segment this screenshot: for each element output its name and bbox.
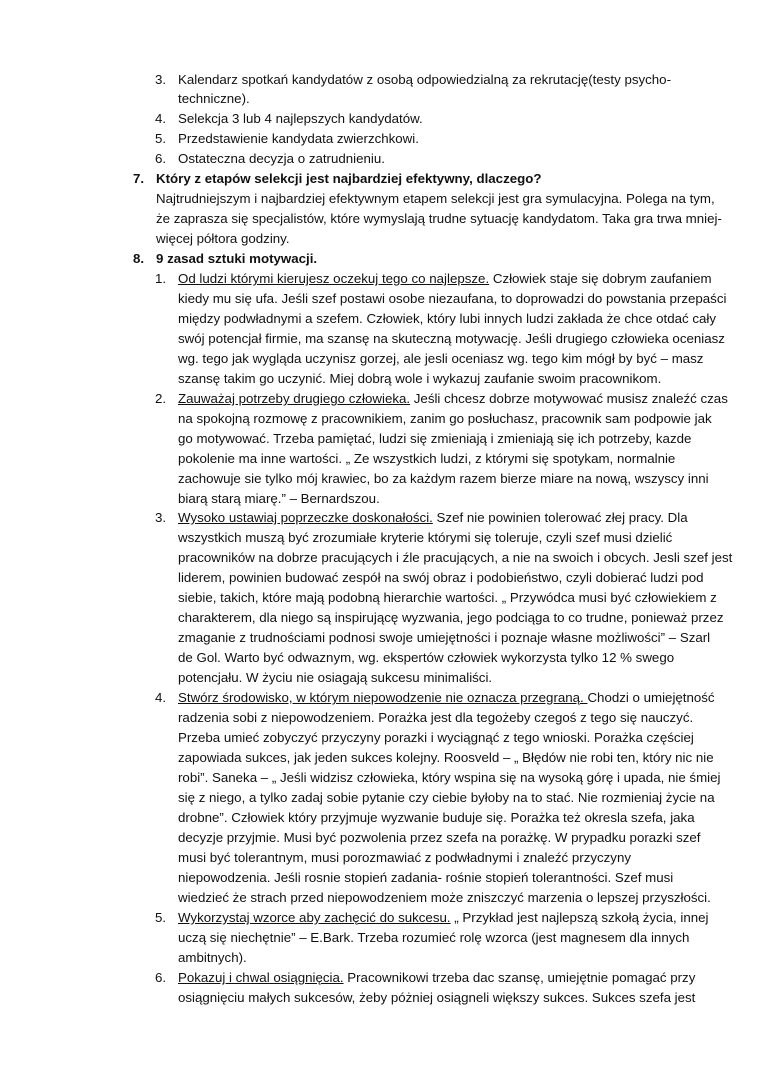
- rule-number: 5.: [155, 910, 167, 925]
- rule-line: go motywować. Trzeba pamiętać, ludzi się zmieniają i zmieniają się ich potrzeby, kazde: [178, 431, 692, 446]
- rule-line: między podwładnymi a szefem. Człowiek, który lubi innych ludzi zakłada że chce otdać cały: [178, 311, 717, 326]
- rule-line: zachowuje sie tylko mój krawiec, bo za każdym razem bierze miare na nową, wszyscy inni: [178, 471, 709, 486]
- list-item-line: Ostateczna decyzja o zatrudnieniu.: [178, 151, 385, 166]
- section-heading: Który z etapów selekcji jest najbardziej efektywny, dlaczego?: [156, 171, 542, 186]
- rule-line: biarą starą miarę.” – Bernardszou.: [178, 491, 380, 506]
- rule-line: drobne”. Człowiek który przyjmuje wyzwanie buduje się. Porażka też okresla szefa, jaka: [178, 810, 695, 825]
- paragraph-line: więcej półtora godziny.: [156, 231, 290, 246]
- rule-line: wszystkich muszą być zrozumiałe kryterie którymi się toleruje, czyli szef musi dzielić: [178, 530, 673, 545]
- rule-title: Pokazuj i chwal osiągnięcia.: [178, 970, 344, 985]
- rule-line: zapowiada sukces, jak jeden sukces kolejny. Roosveld – „ Błędów nie robi ten, który nic nie: [178, 750, 714, 765]
- rule-first-line: [178, 508, 688, 527]
- rule-text: Człowiek staje się dobrym zaufaniem: [489, 271, 712, 286]
- rule-first-line: [178, 968, 695, 987]
- rule-first-line: [178, 269, 712, 288]
- rule-line: potencjału. W życiu nie osiagają sukcesu minimaliści.: [178, 670, 493, 685]
- section-heading: 9 zasad sztuki motywacji.: [156, 251, 318, 266]
- rule-text: Szef nie powinien tolerować złej pracy. Dla: [432, 510, 688, 525]
- rule-line: na spokojną rozmowę z pracownikiem, zanim go posłuchasz, pracownik sam podpowie jak: [178, 411, 712, 426]
- rule-line: decyzje przyjmie. Musi być pozwolenia przez szefa na porażkę. W prypadku porazki szef: [178, 830, 701, 845]
- rule-first-line: [178, 389, 728, 408]
- paragraph-line: Najtrudniejszym i najbardziej efektywnym etapem selekcji jest gra symulacyjna. Polega na tym,: [156, 191, 715, 206]
- rule-line: Przeba umieć zobyczyć przyczyny porazki i wyciągnąć z tego wnioski. Porażka częściej: [178, 730, 694, 745]
- rule-line: niepowodzenia. Jeśli rosnie stopień zadania- rośnie stopień tolerantności. Szef musi: [178, 870, 674, 885]
- section-number: 8.: [133, 251, 145, 266]
- section-number: 7.: [133, 171, 145, 186]
- rule-line: zmaganie z trudnościami podnosi swoje umiejętności i poznaje własne możliwości” – Szarl: [178, 630, 711, 645]
- list-item-line: techniczne).: [178, 91, 250, 106]
- rule-line: siebie, takich, które mają podobną hierarchie wartości. „ Przywódca musi być człowiekiem z: [178, 590, 717, 605]
- rule-line: ambitnych).: [178, 950, 247, 965]
- list-item-line: Przedstawienie kandydata zwierzchkowi.: [178, 131, 419, 146]
- rule-title: Zauważaj potrzeby drugiego człowieka.: [178, 391, 411, 406]
- rule-number: 6.: [155, 970, 167, 985]
- rule-line: pokolenie ma inne wartości. „ Ze wszystkich ludzi, z którymi się spotykam, normalnie: [178, 451, 676, 466]
- rule-line: pracowników na dobrze pracujących i źle pracujących, a nie na swoich i obcych. Jesli szef jest: [178, 550, 733, 565]
- rule-line: osiągnięciu małych sukcesów, żeby póżniej osiągneli większy sukces. Sukces szefa jest: [178, 990, 696, 1005]
- rule-line: wg. tego jak wygląda uczynisz gorzej, ale jesli oceniasz wg. tego kim mógł by być – masz: [178, 351, 704, 366]
- paragraph-line: że zaprasza się specjalistów, które wymyslają trudne sytuację kandydatom. Taka gra trwa mniej-: [156, 211, 722, 226]
- rule-title: Wysoko ustawiaj poprzeczke doskonałości.: [178, 510, 433, 525]
- rule-text: Pracownikowi trzeba dac szansę, umiejętnie pomagać przy: [343, 970, 696, 985]
- rule-line: musi być tolerantnym, musi porozmawiać z podwładnymi i znaleźć przyczyny: [178, 850, 631, 865]
- list-item-line: Kalendarz spotkań kandydatów z osobą odpowiedzialną za rekrutację(testy psycho-: [178, 72, 672, 87]
- list-number: 4.: [155, 111, 167, 126]
- list-item-line: Selekcja 3 lub 4 najlepszych kandydatów.: [178, 111, 423, 126]
- rule-line: liderem, powinien budować zespół na swój obraz i podobieństwo, czyli dobierać ludzi pod: [178, 570, 704, 585]
- rule-line: swój potencjał firmie, ma szansę na skuteczną motywację. Jeśli drugiego człowieka oceniasz: [178, 331, 725, 346]
- rule-title: Wykorzystaj wzorce aby zachęcić do sukcesu.: [178, 910, 451, 925]
- rule-line: kiedy mu się ufa. Jeśli szef postawi osobe niezaufana, to doprowadzi do powstania przepaści: [178, 291, 727, 306]
- rule-line: szansę takim go uczynić. Miej dobrą wole i wykazuj zaufanie swoim pracownikom.: [178, 371, 662, 386]
- rule-line: wiedzieć że strach przed niepowodzeniem może zniszczyć marzenia o lepszej przyszłości.: [178, 890, 711, 905]
- list-number: 3.: [155, 72, 167, 87]
- rule-title: Stwórz środowisko, w którym niepowodzenie nie oznacza przegraną.: [178, 690, 588, 705]
- list-number: 6.: [155, 151, 167, 166]
- rule-line: robi”. Saneka – „ Jeśli widzisz człowieka, który wspina się na wysoką górę i upada, nie śmiej: [178, 770, 721, 785]
- rule-line: de Gol. Warto być odwaznym, wg. ekspertów człowiek wykorzysta tylko 12 % swego: [178, 650, 675, 665]
- rule-number: 1.: [155, 271, 167, 286]
- rule-text: Jeśli chcesz dobrze motywować musisz znaleźć czas: [410, 391, 728, 406]
- rule-line: się z niego, a tylko zadaj sobie pytanie czy ciebie byłoby na to stać. Nie rozmieniaj życie na: [178, 790, 715, 805]
- rule-number: 3.: [155, 510, 167, 525]
- rule-line: uczą się niechętnie” – E.Bark. Trzeba rozumieć rolę wzorca (jest magnesem dla innych: [178, 930, 690, 945]
- rule-line: radzenia sobi z niepowodzeniem. Porażka jest dla tegożeby czegoś z tego się nauczyć.: [178, 710, 694, 725]
- rule-first-line: [178, 688, 715, 707]
- rule-text: Chodzi o umiejętność: [587, 690, 715, 705]
- rule-text: „ Przykład jest najlepszą szkołą życia, innej: [450, 910, 709, 925]
- rule-line: charakterem, dla niego są inspirującę wyzwania, jego podciąga to co trudne, ponieważ przez: [178, 610, 724, 625]
- rule-title: Od ludzi którymi kierujesz oczekuj tego co najlepsze.: [178, 271, 490, 286]
- rule-number: 2.: [155, 391, 167, 406]
- list-number: 5.: [155, 131, 167, 146]
- rule-number: 4.: [155, 690, 167, 705]
- rule-first-line: [178, 908, 709, 927]
